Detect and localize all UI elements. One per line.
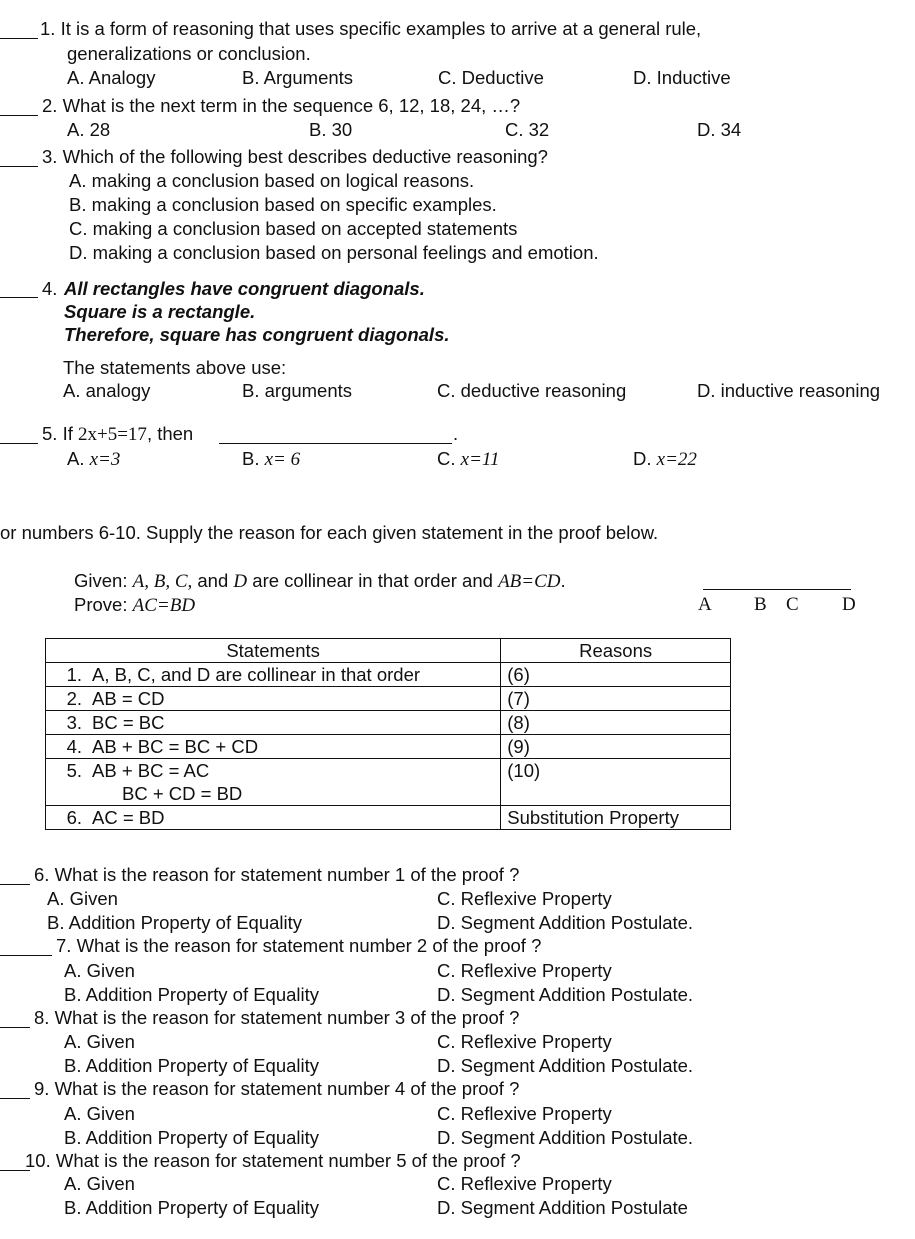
q9-option-b: B. Addition Property of Equality — [64, 1127, 320, 1148]
question-7-text: 7. What is the reason for statement number 2 of the proof ? — [56, 935, 542, 956]
q5-option-a-letter: A. — [67, 448, 85, 469]
given-rest: are collinear in that order and — [252, 570, 493, 591]
q7-option-b: B. Addition Property of Equality — [64, 984, 320, 1005]
proof-instructions: or numbers 6-10. Supply the reason for each given statement in the proof below. — [0, 522, 659, 543]
q1-option-a: A. Analogy — [67, 67, 156, 88]
q9-option-c: C. Reflexive Property — [437, 1103, 612, 1124]
question-5-text — [42, 423, 193, 446]
q5-equation: 2x+5=17 — [78, 424, 147, 445]
given-equation: AB=CD — [498, 571, 561, 592]
answer-blank-6[interactable] — [0, 884, 30, 885]
statement-text: BC = BC — [92, 712, 165, 733]
reason-cell[interactable]: (6) — [501, 663, 731, 687]
q5-mid: , then — [146, 423, 194, 444]
answer-blank-5[interactable] — [0, 443, 38, 444]
q10-option-c: C. Reflexive Property — [437, 1173, 612, 1194]
q6-option-a: A. Given — [47, 888, 118, 909]
prove-label: Prove: — [74, 594, 128, 615]
q1-option-b: B. Arguments — [242, 67, 354, 88]
answer-blank-2[interactable] — [0, 115, 38, 116]
prove-line — [74, 594, 195, 617]
answer-blank-7[interactable] — [0, 955, 52, 956]
given-d: D — [233, 571, 248, 592]
table-row — [46, 687, 731, 711]
table-row — [46, 711, 731, 735]
q5-option-c — [437, 448, 500, 471]
q5-end: . — [453, 423, 459, 444]
statement-text: AB + BC = BC + CD — [92, 736, 259, 757]
q2-option-b: B. 30 — [309, 119, 353, 140]
statement-text: A, B, C, and D are collinear in that order — [92, 664, 421, 685]
proof-table-header — [46, 639, 731, 663]
q8-option-d: D. Segment Addition Postulate. — [437, 1055, 694, 1076]
answer-blank-8[interactable] — [0, 1027, 30, 1028]
q5-option-b-letter: B. — [242, 448, 260, 469]
q1-option-d: D. Inductive — [633, 67, 731, 88]
statement-number: 4. — [66, 736, 82, 757]
q1-option-c: C. Deductive — [438, 67, 544, 88]
q5-prefix: 5. If — [42, 423, 73, 444]
q3-option-d: D. making a conclusion based on personal feelings and emotion. — [69, 242, 599, 263]
reason-cell[interactable]: (8) — [501, 711, 731, 735]
q7-option-a: A. Given — [64, 960, 135, 981]
q7-option-c: C. Reflexive Property — [437, 960, 612, 981]
q4-option-b: B. arguments — [242, 380, 353, 401]
statement-cell — [46, 711, 501, 735]
statement-text: AC = BD — [92, 807, 165, 828]
statement-cell — [46, 663, 501, 687]
answer-blank-4[interactable] — [0, 297, 38, 298]
question-3-text: 3. Which of the following best describes deductive reasoning? — [42, 146, 548, 167]
reason-cell[interactable]: (10) — [501, 759, 731, 806]
statement-cell — [46, 735, 501, 759]
statement-cell — [46, 806, 501, 830]
q9-option-a: A. Given — [64, 1103, 135, 1124]
q5-option-b-expr: x= 6 — [264, 449, 301, 470]
collinear-line — [703, 589, 851, 590]
question-6-text: 6. What is the reason for statement number 1 of the proof ? — [34, 864, 520, 885]
q4-option-a: A. analogy — [63, 380, 151, 401]
statement-number: 3. — [66, 712, 82, 733]
q8-option-c: C. Reflexive Property — [437, 1031, 612, 1052]
point-a-label: A — [698, 594, 712, 615]
q6-option-d: D. Segment Addition Postulate. — [437, 912, 694, 933]
q5-option-a — [67, 448, 120, 471]
statement-number: 5. — [66, 760, 82, 781]
q2-option-d: D. 34 — [697, 119, 742, 140]
statement-text: AB + BC = AC — [92, 760, 210, 781]
statement-cell — [46, 759, 501, 806]
table-row — [46, 663, 731, 687]
point-c-label: C — [786, 594, 799, 615]
q5-fill-blank[interactable] — [219, 443, 452, 444]
q6-option-c: C. Reflexive Property — [437, 888, 612, 909]
statement-text: AB = CD — [92, 688, 165, 709]
table-row — [46, 759, 731, 806]
reasons-header: Reasons — [501, 639, 731, 663]
q5-option-c-letter: C. — [437, 448, 456, 469]
q2-option-c: C. 32 — [505, 119, 550, 140]
statements-header: Statements — [46, 639, 501, 663]
q4-statement-2: Square is a rectangle. — [64, 301, 256, 322]
given-label: Given: — [74, 570, 128, 591]
table-row — [46, 806, 731, 830]
question-8-text: 8. What is the reason for statement number 3 of the proof ? — [34, 1007, 520, 1028]
point-b-label: B — [754, 594, 767, 615]
statement-number: 1. — [66, 664, 82, 685]
q4-statement-1: All rectangles have congruent diagonals. — [64, 278, 425, 299]
q9-option-d: D. Segment Addition Postulate. — [437, 1127, 694, 1148]
question-1-text-cont: generalizations or conclusion. — [67, 43, 311, 64]
statement-number: 6. — [66, 807, 82, 828]
q4-option-d: D. inductive reasoning — [697, 380, 881, 401]
given-and: and — [197, 570, 229, 591]
q4-option-c: C. deductive reasoning — [437, 380, 627, 401]
answer-blank-3[interactable] — [0, 166, 38, 167]
q3-option-a: A. making a conclusion based on logical reasons. — [69, 170, 475, 191]
question-4-number: 4. — [42, 278, 58, 299]
q10-option-b: B. Addition Property of Equality — [64, 1197, 320, 1218]
q6-option-b: B. Addition Property of Equality — [47, 912, 303, 933]
q8-option-b: B. Addition Property of Equality — [64, 1055, 320, 1076]
q5-option-b — [242, 448, 300, 471]
point-d-label: D — [842, 594, 856, 615]
statement-text-cont: BC + CD = BD — [122, 783, 243, 804]
reason-cell[interactable]: (7) — [501, 687, 731, 711]
q5-option-c-expr: x=11 — [460, 449, 500, 470]
q4-prompt: The statements above use: — [63, 357, 287, 378]
reason-cell[interactable]: (9) — [501, 735, 731, 759]
q5-option-a-expr: x=3 — [89, 449, 121, 470]
proof-table — [45, 638, 731, 830]
given-line — [74, 570, 566, 593]
question-10-text: 10. What is the reason for statement number 5 of the proof ? — [25, 1150, 521, 1171]
q5-option-d-expr: x=22 — [656, 449, 697, 470]
prove-equation: AC=BD — [132, 595, 196, 616]
q5-option-d-letter: D. — [633, 448, 652, 469]
statement-cell — [46, 687, 501, 711]
q3-option-c: C. making a conclusion based on accepted statements — [69, 218, 518, 239]
question-2-text: 2. What is the next term in the sequence 6, 12, 18, 24, …? — [42, 95, 521, 116]
q8-option-a: A. Given — [64, 1031, 135, 1052]
reason-cell: Substitution Property — [501, 806, 731, 830]
answer-blank-9[interactable] — [0, 1098, 30, 1099]
q4-statement-3: Therefore, square has congruent diagonals. — [64, 324, 450, 345]
q7-option-d: D. Segment Addition Postulate. — [437, 984, 694, 1005]
given-vars: A, B, C, — [132, 571, 193, 592]
given-end: . — [560, 570, 566, 591]
statement-number: 2. — [66, 688, 82, 709]
q10-option-a: A. Given — [64, 1173, 135, 1194]
question-1-text: 1. It is a form of reasoning that uses specific examples to arrive at a general rule, — [40, 18, 702, 39]
q5-option-d — [633, 448, 697, 471]
question-9-text: 9. What is the reason for statement number 4 of the proof ? — [34, 1078, 520, 1099]
q10-option-d: D. Segment Addition Postulate — [437, 1197, 688, 1218]
table-row — [46, 735, 731, 759]
q2-option-a: A. 28 — [67, 119, 111, 140]
q3-option-b: B. making a conclusion based on specific examples. — [69, 194, 497, 215]
answer-blank-1[interactable] — [0, 38, 38, 39]
